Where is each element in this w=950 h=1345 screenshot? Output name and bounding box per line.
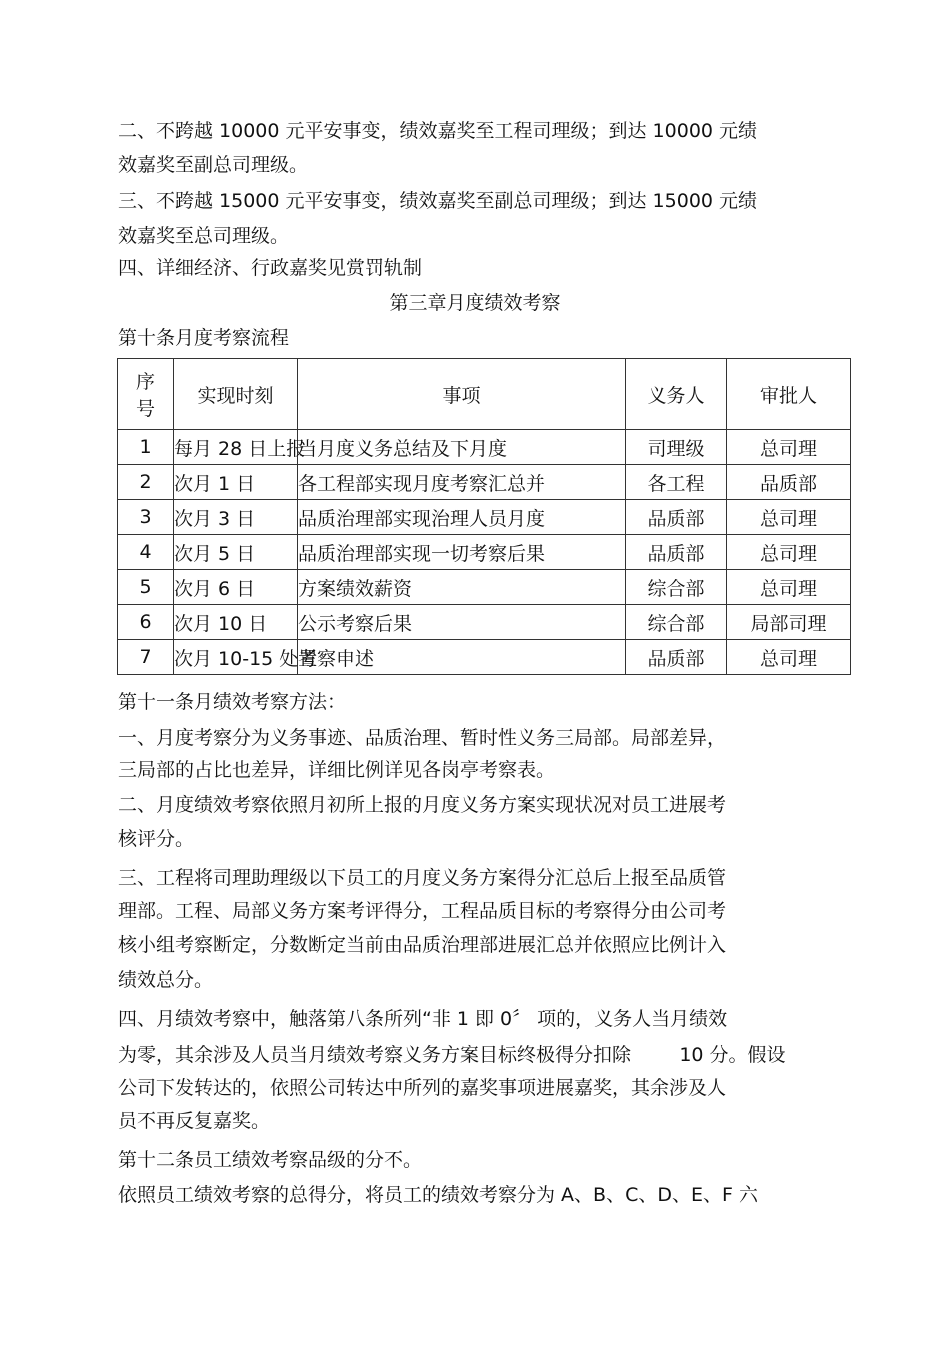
table-row bbox=[118, 640, 851, 675]
cell-time: 次月 6 日 bbox=[174, 570, 298, 605]
cell-item: 品质治理部实现一切考察后果 bbox=[298, 535, 626, 570]
cell-approver: 总司理 bbox=[727, 500, 851, 535]
cell-owner: 司理级 bbox=[626, 430, 727, 465]
table-row bbox=[118, 465, 851, 500]
paragraph-line: 四、详细经济、行政嘉奖见赏罚轨制 bbox=[118, 257, 423, 279]
cell-owner: 品质部 bbox=[626, 500, 727, 535]
paragraph-line: 绩效总分。 bbox=[118, 969, 214, 991]
cell-seq: 1 bbox=[118, 430, 174, 465]
paragraph-line: 二、月度绩效考察依照月初所上报的月度义务方案实现状况对员工进展考 bbox=[118, 794, 727, 816]
cell-owner: 品质部 bbox=[626, 640, 727, 675]
cell-time: 次月 1 日 bbox=[174, 465, 298, 500]
header-seq-line1: 序 bbox=[135, 371, 155, 393]
cell-time: 次月 5 日 bbox=[174, 535, 298, 570]
cell-seq: 6 bbox=[118, 605, 174, 640]
cell-time: 次月 3 日 bbox=[174, 500, 298, 535]
paragraph-line: 效嘉奖至副总司理级。 bbox=[118, 154, 309, 176]
paragraph-line: 核评分。 bbox=[118, 828, 195, 850]
paragraph-line: 效嘉奖至总司理级。 bbox=[118, 225, 290, 247]
table-header-row bbox=[118, 359, 851, 430]
cell-owner: 各工程 bbox=[626, 465, 727, 500]
cell-approver: 总司理 bbox=[727, 570, 851, 605]
cell-approver: 总司理 bbox=[727, 430, 851, 465]
cell-time: 次月 10 日 bbox=[174, 605, 298, 640]
cell-approver: 总司理 bbox=[727, 535, 851, 570]
table-row bbox=[118, 500, 851, 535]
header-time: 实现时刻 bbox=[174, 359, 298, 430]
cell-seq: 7 bbox=[118, 640, 174, 675]
chapter-title: 第三章月度绩效考察 bbox=[389, 292, 561, 314]
cell-approver: 总司理 bbox=[727, 640, 851, 675]
table-row bbox=[118, 570, 851, 605]
header-approver: 审批人 bbox=[727, 359, 851, 430]
cell-seq: 3 bbox=[118, 500, 174, 535]
cell-owner: 综合部 bbox=[626, 605, 727, 640]
section-11-title: 第十一条月绩效考察方法： bbox=[118, 691, 347, 713]
paragraph-line: 公司下发转达的，依照公司转达中所列的嘉奖事项进展嘉奖，其余涉及人 bbox=[118, 1077, 727, 1099]
cell-item: 各工程部实现月度考察汇总并 bbox=[298, 465, 626, 500]
paragraph-line: 一、月度考察分为义务事迹、品质治理、暂时性义务三局部。局部差异， bbox=[118, 727, 727, 749]
cell-owner: 综合部 bbox=[626, 570, 727, 605]
cell-approver: 局部司理 bbox=[727, 605, 851, 640]
cell-item: 当月度义务总结及下月度 bbox=[298, 430, 626, 465]
cell-item: 方案绩效薪资 bbox=[298, 570, 626, 605]
paragraph-line: 三、工程将司理助理级以下员工的月度义务方案得分汇总后上报至品质管 bbox=[118, 867, 727, 889]
paragraph-line: 依照员工绩效考察的总得分，将员工的绩效考察分为 A、B、C、D、E、F 六 bbox=[118, 1184, 758, 1206]
cell-seq: 4 bbox=[118, 535, 174, 570]
section-10-title: 第十条月度考察流程 bbox=[118, 327, 290, 349]
paragraph-line: 二、不跨越 10000 元平安事变，绩效嘉奖至工程司理级；到达 10000 元绩 bbox=[118, 120, 758, 142]
header-item: 事项 bbox=[298, 359, 626, 430]
table-row bbox=[118, 430, 851, 465]
cell-time: 每月 28 日上报 bbox=[174, 430, 298, 465]
paragraph-line: 四、月绩效考察中，触落第八条所列“非 1 即 0〞 项的，义务人当月绩效 bbox=[118, 1008, 728, 1030]
cell-item: 考察申述 bbox=[298, 640, 626, 675]
paragraph-line: 理部。工程、局部义务方案考评得分，工程品质目标的考察得分由公司考 bbox=[118, 900, 727, 922]
cell-owner: 品质部 bbox=[626, 535, 727, 570]
paragraph-line: 为零，其余涉及人员当月绩效考察义务方案目标终极得分扣除 10 分。假设 bbox=[118, 1044, 786, 1066]
cell-item: 品质治理部实现治理人员月度 bbox=[298, 500, 626, 535]
paragraph-line: 核小组考察断定，分数断定当前由品质治理部进展汇总并依照应比例计入 bbox=[118, 934, 727, 956]
paragraph-line: 员不再反复嘉奖。 bbox=[118, 1110, 271, 1132]
table-row bbox=[118, 605, 851, 640]
cell-approver: 品质部 bbox=[727, 465, 851, 500]
header-seq bbox=[118, 359, 174, 430]
paragraph-line: 三局部的占比也差异，详细比例详见各岗亭考察表。 bbox=[118, 759, 556, 781]
cell-time: 次月 10-15 处置 bbox=[174, 640, 298, 675]
section-12-title: 第十二条员工绩效考察品级的分不。 bbox=[118, 1149, 423, 1171]
paragraph-line: 三、不跨越 15000 元平安事变，绩效嘉奖至副总司理级；到达 15000 元绩 bbox=[118, 190, 758, 212]
process-table bbox=[117, 358, 851, 675]
cell-seq: 2 bbox=[118, 465, 174, 500]
header-seq-line2: 号 bbox=[135, 398, 155, 420]
header-owner: 义务人 bbox=[626, 359, 727, 430]
cell-item: 公示考察后果 bbox=[298, 605, 626, 640]
table-row bbox=[118, 535, 851, 570]
cell-seq: 5 bbox=[118, 570, 174, 605]
